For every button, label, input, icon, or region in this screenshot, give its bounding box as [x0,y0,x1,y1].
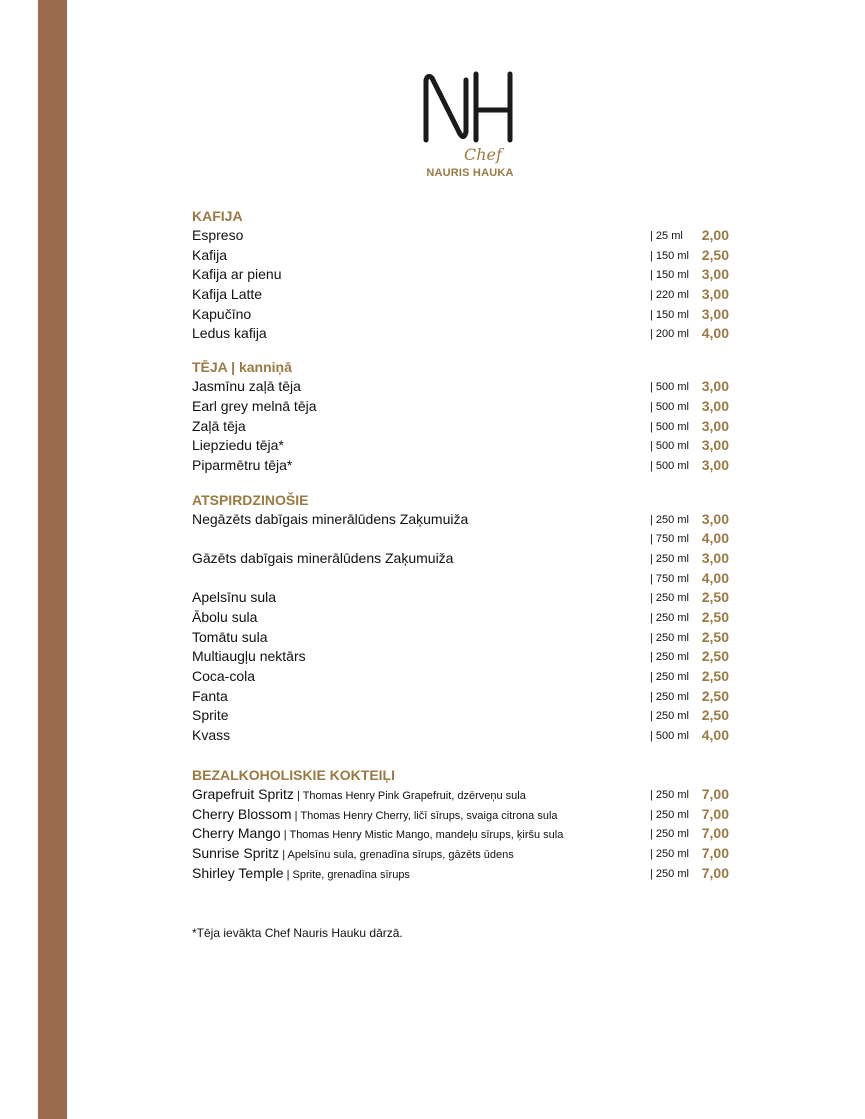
menu-item [192,324,732,344]
item-name: Shirley Temple [192,864,284,881]
item-volume: | 500 ml [650,459,689,472]
item-label [192,266,282,282]
menu-item [192,417,732,437]
item-label [192,629,267,645]
item-name: Multiaugļu nektārs [192,648,306,665]
item-name: Jasmīnu zaļā tēja [192,378,301,395]
item-price: 3,00 [701,305,729,322]
menu-item [192,549,732,569]
menu-item [192,588,732,608]
menu-section [192,357,732,475]
item-volume: | 250 ml [650,612,689,624]
item-price: 2,50 [701,609,729,625]
item-price: 4,00 [701,569,729,586]
item-volume: | 500 ml [650,400,689,413]
item-price: 2,50 [701,707,729,724]
item-price: 3,00 [701,549,729,566]
item-label [192,865,410,881]
item-label [192,688,228,704]
menu-item [192,805,732,825]
item-price: 3,00 [701,266,729,283]
item-volume: | 150 ml [650,269,689,282]
item-label [192,648,306,664]
item-name: Coca-cola [192,668,256,685]
menu-item [192,608,732,628]
nh-monogram-logo [420,70,520,170]
item-description: | Apelsīnu sula, grenadīna sīrups, gāzēts ūdens [279,848,514,861]
menu-section [192,490,732,746]
item-label [192,325,267,341]
item-label [192,668,255,684]
item-price: 3,00 [701,397,729,414]
menu-item [192,397,732,417]
item-volume: | 500 ml [650,420,689,433]
menu-item [192,706,732,726]
item-price: 2,50 [701,628,729,645]
side-bar [38,0,67,1119]
item-volume: | 250 ml [650,671,689,684]
item-price: 2,50 [701,668,729,685]
menu-item [192,824,732,844]
item-volume: | 250 ml [650,690,689,703]
item-name: Kafija [192,246,228,263]
section-title: KAFIJA [192,208,243,224]
item-label [192,806,558,822]
item-name: Grapefruit Spritz [192,785,294,802]
item-label [192,398,317,414]
item-name: Tomātu sula [192,628,268,645]
item-volume: | 250 ml [650,592,689,605]
menu-item [192,667,732,687]
menu-item [192,377,732,397]
menu-item [192,436,732,456]
item-volume: | 250 ml [650,788,689,801]
item-volume: | 220 ml [650,289,689,302]
item-name: Fanta [192,687,228,704]
item-label [192,609,257,625]
item-label [192,437,284,453]
item-price: 2,50 [701,687,729,704]
item-description: | Thomas Henry Pink Grapefruit, dzērveņu sula [293,789,526,802]
menu-item [192,687,732,707]
item-price: 3,00 [701,378,729,395]
item-volume: | 200 ml [650,328,689,341]
menu-item [192,226,732,246]
item-label [192,511,468,527]
item-price: 7,00 [701,805,729,822]
item-label [192,247,227,263]
item-name: Kapučīno [192,305,252,322]
item-volume: | 250 ml [650,847,689,860]
menu-item [192,647,732,667]
item-label [192,457,292,473]
menu-item [192,785,732,805]
item-label [192,589,276,605]
item-price: 3,00 [701,417,729,434]
menu-item [192,265,732,285]
item-volume: | 250 ml [650,552,689,565]
item-name: Sunrise Spritz [192,844,280,861]
item-volume: | 750 ml [650,572,689,585]
item-name: Espreso [192,227,244,243]
item-label [192,227,243,243]
item-volume: | 250 ml [650,710,689,723]
item-label [192,786,526,802]
item-price: 3,00 [701,510,729,527]
footnote: *Tēja ievākta Chef Nauris Hauku dārzā. [192,926,403,940]
item-label [192,727,230,743]
item-volume: | 500 ml [650,730,689,743]
item-label [192,286,262,302]
item-volume: | 150 ml [650,249,689,262]
item-label [192,845,514,861]
item-price: 4,00 [701,325,729,342]
menu-item [192,305,732,325]
item-volume: | 25 ml [650,230,683,242]
menu-item [192,844,732,864]
section-title: TĒJA | kanniņā [192,359,292,376]
item-name: Cherry Mango [192,825,281,842]
menu-item [192,726,732,746]
item-volume: | 500 ml [650,381,689,394]
item-price: 2,00 [701,227,729,243]
menu [192,206,732,883]
item-name: Kafija Latte [192,286,263,303]
item-volume: | 250 ml [650,651,689,664]
menu-item [192,569,732,589]
item-name: Cherry Blossom [192,805,292,822]
item-volume: | 250 ml [650,828,689,841]
item-description: | Thomas Henry Mistic Mango, mandeļu sīrups, ķiršu sula [280,829,564,842]
logo [420,70,520,180]
item-price: 2,50 [701,589,729,606]
item-name: Liepziedu tēja* [192,437,284,454]
item-name: Zaļā tēja [192,417,246,434]
item-volume: | 250 ml [650,808,689,821]
brand-name: NAURIS HAUKA [426,167,514,179]
item-price: 7,00 [701,825,729,842]
menu-item [192,529,732,549]
chef-script: Chef [464,145,502,164]
menu-item [192,285,732,305]
item-price: 2,50 [701,246,729,263]
item-price: 2,50 [701,648,729,665]
item-volume: | 500 ml [650,440,689,453]
item-price: 3,00 [701,437,729,454]
item-price: 7,00 [701,844,729,861]
menu-section [192,765,732,883]
item-name: Negāzēts dabīgais minerālūdens Zaķumuiža [192,510,469,527]
item-volume: | 250 ml [650,513,689,526]
item-price: 3,00 [701,286,729,303]
item-name: Sprite [192,707,229,724]
item-label [192,306,251,322]
menu-item [192,628,732,648]
item-label [192,825,563,841]
menu-section [192,206,732,344]
section-title: ATSPIRDZINOŠIE [192,491,309,508]
item-name: Ledus kafija [192,325,267,342]
item-name: Earl grey melnā tēja [192,397,317,414]
menu-item [192,510,732,530]
item-volume: | 750 ml [650,533,689,546]
item-volume: | 250 ml [650,867,689,880]
item-price: 4,00 [701,727,729,744]
item-name: Apelsīnu sula [192,589,277,606]
item-label [192,550,453,566]
item-price: 3,00 [701,456,729,473]
item-price: 7,00 [701,785,729,802]
item-price: 4,00 [701,530,729,547]
section-title: BEZALKOHOLISKIE KOKTEIĻI [192,766,395,783]
item-volume: | 250 ml [650,631,689,644]
item-label [192,418,246,434]
menu-item [192,864,732,884]
item-name: Ābolu sula [192,609,258,625]
item-label [192,378,301,394]
item-description: | Sprite, grenadīna sīrups [283,868,410,881]
item-label [192,707,229,723]
menu-item [192,246,732,266]
item-price: 7,00 [701,864,729,881]
item-description: | Thomas Henry Cherry, ličī sīrups, svaiga citrona sula [291,809,558,822]
item-volume: | 150 ml [650,308,689,321]
item-name: Kvass [192,727,231,744]
item-name: Gāzēts dabīgais minerālūdens Zaķumuiža [192,549,454,566]
item-name: Kafija ar pienu [192,266,282,283]
item-name: Piparmētru tēja* [192,456,293,473]
menu-item [192,456,732,476]
